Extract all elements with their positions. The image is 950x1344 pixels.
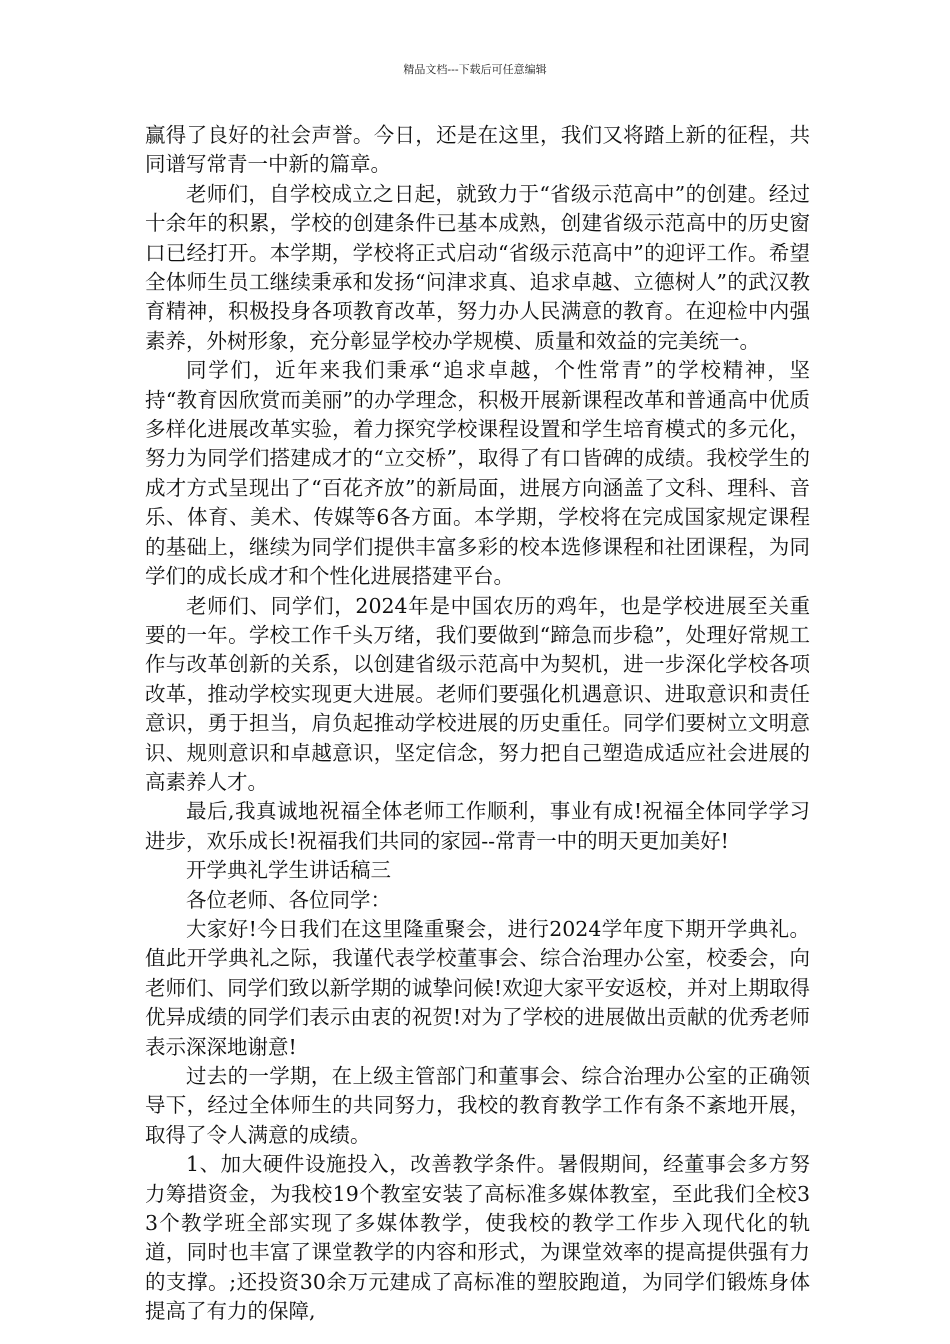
paragraph-students: 同学们，近年来我们秉承“追求卓越，个性常青”的学校精神，坚持“教育因欣赏而美丽”的办学理念，积极开展新课程改革和普通高中优质多样化进展改革实验，着力探究学校课程设置和学生培育模式的多元化，努力为同学们搭建成才的“立交桥”，取得了有口皆碑的成绩。我校学生的成才方式呈现出了“百花齐放”的新局面，进展方向涵盖了文科、理科、音乐、体育、美术、传媒等6各方面。本学期，学校将在完成国家规定课程的基础上，继续为同学们提供丰富多彩的校本选修课程和社团课程，为同学们的成长成才和个性化进展搭建平台。 xyxy=(145,358,810,589)
paragraph-teachers: 老师们，自学校成立之日起，就致力于“省级示范高中”的创建。经过十余年的积累，学校的创建条件已基本成熟，创建省级示范高中的历史窗口已经打开。本学期，学校将正式启动“省级示范高中”的迎评工作。希望全体师生员工继续秉承和发扬“问津求真、追求卓越、立德树人”的武汉教育精神，积极投身各项教育改革，努力办人民满意的教育。在迎检中内强素养，外树形象，充分彰显学校办学规模、质量和效益的完美统一。 xyxy=(145,181,810,353)
paragraph-greeting: 大家好!今日我们在这里隆重聚会，进行2024学年度下期开学典礼。值此开学典礼之际，我谨代表学校董事会、综合治理办公室，校委会，向老师们、同学们致以新学期的诚挚问候!欢迎大家平安返校，并对上期取得优异成绩的同学们表示由衷的祝贺!对为了学校的进展做出贡献的优秀老师表示深深地谢意! xyxy=(145,916,810,1059)
section-title: 开学典礼学生讲话稿三 xyxy=(186,858,391,883)
salutation: 各位老师、各位同学： xyxy=(186,887,391,912)
document-body xyxy=(145,121,810,1327)
paragraph-continuation: 赢得了良好的社会声誉。今日，还是在这里，我们又将踏上新的征程，共同谱写常青一中新的篇章。 xyxy=(145,123,810,177)
paragraph-hardware: 1、加大硬件设施投入，改善教学条件。暑假期间，经董事会多方努力筹措资金，为我校19个教室安装了高标准多媒体教室，至此我们全校33个教学班全部实现了多媒体教学，使我校的教学工作步入现代化的轨道，同时也丰富了课堂教学的内容和形式，为课堂效率的提高提供强有力的支撑。;还投资30余万元建成了高标准的塑胶跑道，为同学们锻炼身体提高了有力的保障, xyxy=(145,1152,810,1324)
page-header: 精品文档---下载后可任意编辑 xyxy=(403,63,547,76)
paragraph-teachers-students: 老师们、同学们，2024年是中国农历的鸡年，也是学校进展至关重要的一年。学校工作千头万绪，我们要做到“蹄急而步稳”，处理好常规工作与改革创新的关系，以创建省级示范高中为契机，进一步深化学校各项改革，推动学校实现更大进展。老师们要强化机遇意识、进取意识和责任意识，勇于担当，肩负起推动学校进展的历史重任。同学们要树立文明意识、规则意识和卓越意识，坚定信念，努力把自己塑造成适应社会进展的高素养人才。 xyxy=(145,593,810,794)
paragraph-closing-wishes: 最后,我真诚地祝福全体老师工作顺利，事业有成!祝福全体同学学习进步，欢乐成长!祝福我们共同的家园--常青一中的明天更加美好! xyxy=(145,799,810,853)
paragraph-past-semester: 过去的一学期，在上级主管部门和董事会、综合治理办公室的正确领导下，经过全体师生的共同努力，我校的教育教学工作有条不紊地开展，取得了令人满意的成绩。 xyxy=(145,1064,810,1147)
